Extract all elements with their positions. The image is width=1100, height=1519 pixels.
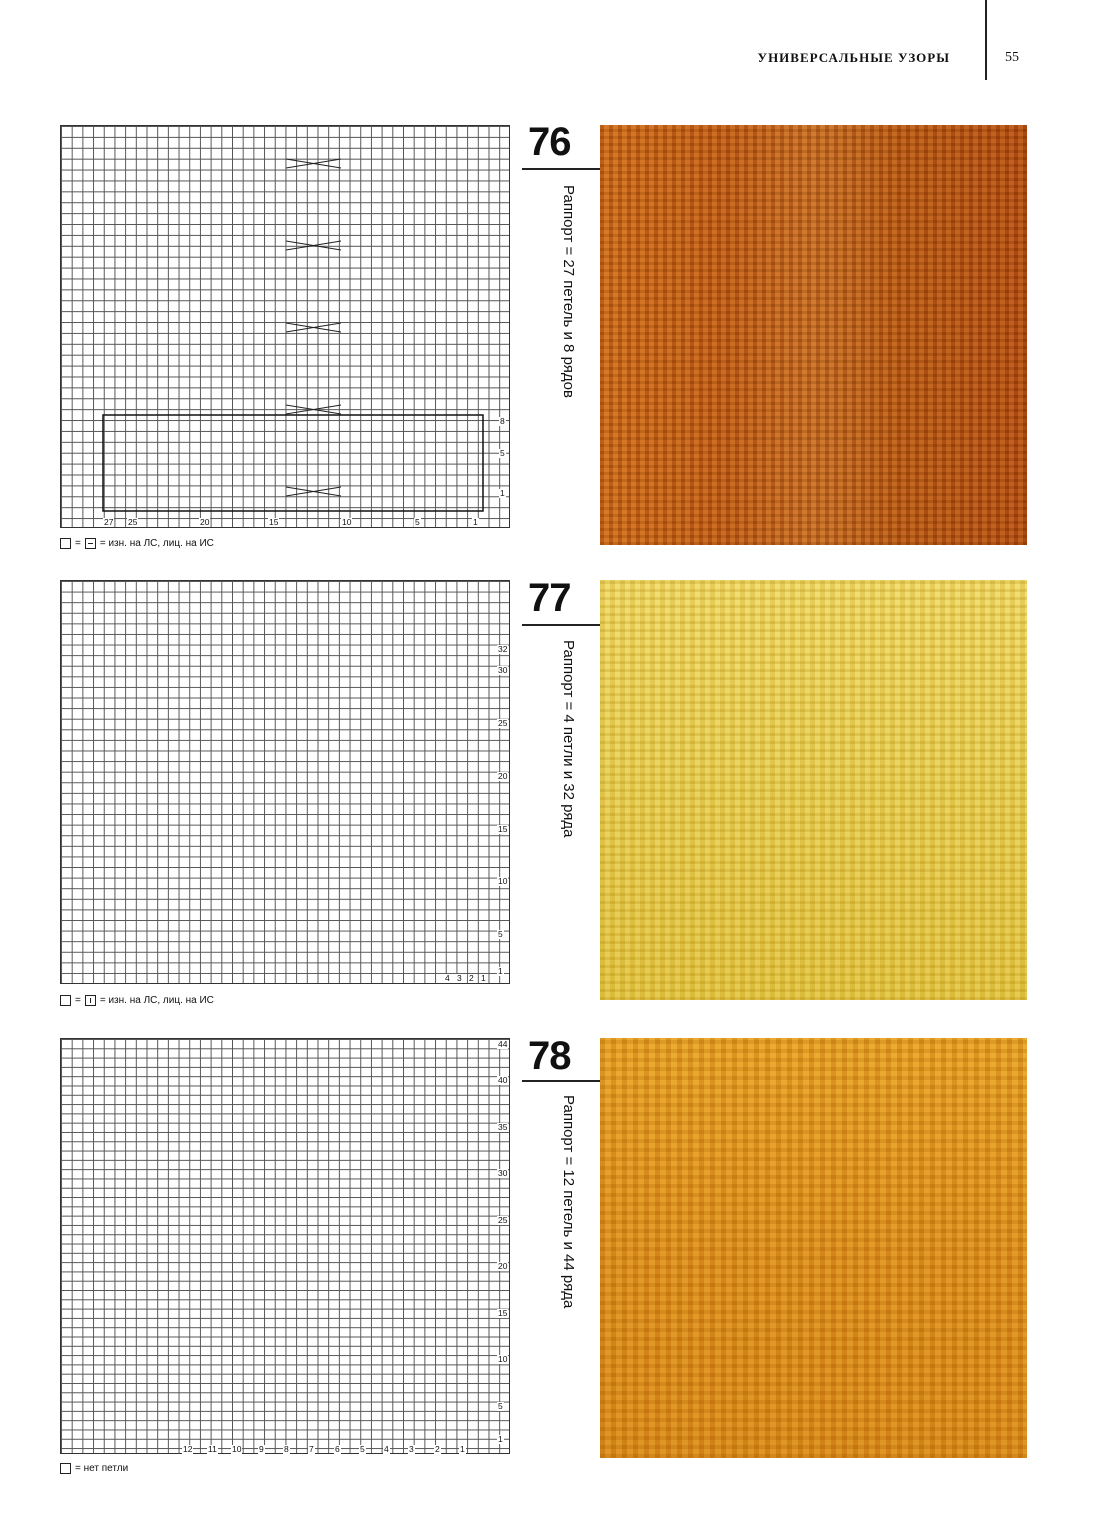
legend-text: = изн. на ЛС, лиц. на ИС bbox=[99, 995, 214, 1006]
legend-text: = нет петли bbox=[75, 1463, 129, 1474]
number-rule bbox=[522, 624, 600, 626]
row-label: 32 bbox=[498, 644, 508, 654]
row-label: 5 bbox=[498, 929, 503, 939]
row-label: 25 bbox=[498, 718, 508, 728]
empty-cell-symbol bbox=[60, 995, 71, 1006]
rapport-77: Раппорт = 4 петли и 32 ряда bbox=[560, 640, 577, 838]
no-stitch-symbol bbox=[60, 1463, 71, 1474]
col-label: 2 bbox=[435, 1444, 440, 1454]
page-number: 55 bbox=[1005, 50, 1019, 65]
row-label: 30 bbox=[498, 1168, 508, 1178]
col-label: 3 bbox=[457, 973, 462, 983]
pattern-77-chart bbox=[60, 580, 510, 984]
col-label: 15 bbox=[269, 517, 279, 527]
number-rule bbox=[522, 1080, 600, 1082]
col-label: 11 bbox=[208, 1444, 217, 1454]
row-label: 10 bbox=[498, 1354, 508, 1364]
col-label: 1 bbox=[473, 517, 478, 527]
col-label: 1 bbox=[460, 1444, 465, 1454]
col-label: 5 bbox=[415, 517, 420, 527]
pattern-number-77: 77 bbox=[528, 576, 571, 620]
row-label: 40 bbox=[498, 1075, 508, 1085]
number-rule bbox=[522, 168, 600, 170]
row-label: 8 bbox=[500, 416, 505, 426]
chart-76-symbols bbox=[61, 126, 511, 529]
row-label: 25 bbox=[498, 1215, 508, 1225]
pattern-number-78: 78 bbox=[528, 1034, 571, 1078]
col-label: 27 bbox=[104, 517, 114, 527]
col-label: 5 bbox=[360, 1444, 365, 1454]
row-label: 35 bbox=[498, 1122, 508, 1132]
col-label: 10 bbox=[342, 517, 352, 527]
col-label: 8 bbox=[284, 1444, 289, 1454]
row-label: 1 bbox=[498, 966, 503, 976]
empty-cell-symbol bbox=[60, 538, 71, 549]
knit-symbol bbox=[85, 995, 96, 1006]
col-label: 4 bbox=[384, 1444, 389, 1454]
section-title: УНИВЕРСАЛЬНЫЕ УЗОРЫ bbox=[757, 50, 950, 65]
pattern-78-chart bbox=[60, 1038, 510, 1454]
col-label: 1 bbox=[481, 973, 486, 983]
row-label: 20 bbox=[498, 1261, 508, 1271]
row-label: 5 bbox=[498, 1401, 503, 1411]
col-label: 3 bbox=[409, 1444, 414, 1454]
col-label: 4 bbox=[445, 973, 450, 983]
row-label: 15 bbox=[498, 824, 508, 834]
col-label: 12 bbox=[183, 1444, 193, 1454]
row-label: 1 bbox=[498, 1434, 503, 1444]
pattern-77-photo bbox=[600, 580, 1027, 1000]
col-label: 7 bbox=[309, 1444, 314, 1454]
legend-78 bbox=[60, 1463, 128, 1474]
row-label: 30 bbox=[498, 665, 508, 675]
col-label: 6 bbox=[335, 1444, 340, 1454]
col-label: 9 bbox=[259, 1444, 264, 1454]
col-label: 25 bbox=[128, 517, 138, 527]
legend-77: = = изн. на ЛС, лиц. на ИС bbox=[60, 995, 214, 1006]
legend-76: = = изн. на ЛС, лиц. на ИС bbox=[60, 538, 214, 549]
row-label: 44 bbox=[498, 1039, 508, 1049]
col-label: 10 bbox=[232, 1444, 242, 1454]
rapport-76: Раппорт = 27 петель и 8 рядов bbox=[560, 185, 577, 398]
row-label: 15 bbox=[498, 1308, 508, 1318]
row-label: 10 bbox=[498, 876, 508, 886]
row-label: 1 bbox=[500, 488, 505, 498]
pattern-number-76: 76 bbox=[528, 120, 571, 164]
legend-text: = изн. на ЛС, лиц. на ИС bbox=[99, 538, 214, 549]
header-divider bbox=[985, 0, 987, 80]
purl-symbol bbox=[85, 538, 96, 549]
col-label: 2 bbox=[469, 973, 474, 983]
row-label: 20 bbox=[498, 771, 508, 781]
row-label: 5 bbox=[500, 448, 505, 458]
pattern-76-chart bbox=[60, 125, 510, 528]
col-label: 20 bbox=[200, 517, 210, 527]
rapport-78: Раппорт = 12 петель и 44 ряда bbox=[560, 1095, 577, 1309]
pattern-76-photo bbox=[600, 125, 1027, 545]
pattern-78-photo bbox=[600, 1038, 1027, 1458]
